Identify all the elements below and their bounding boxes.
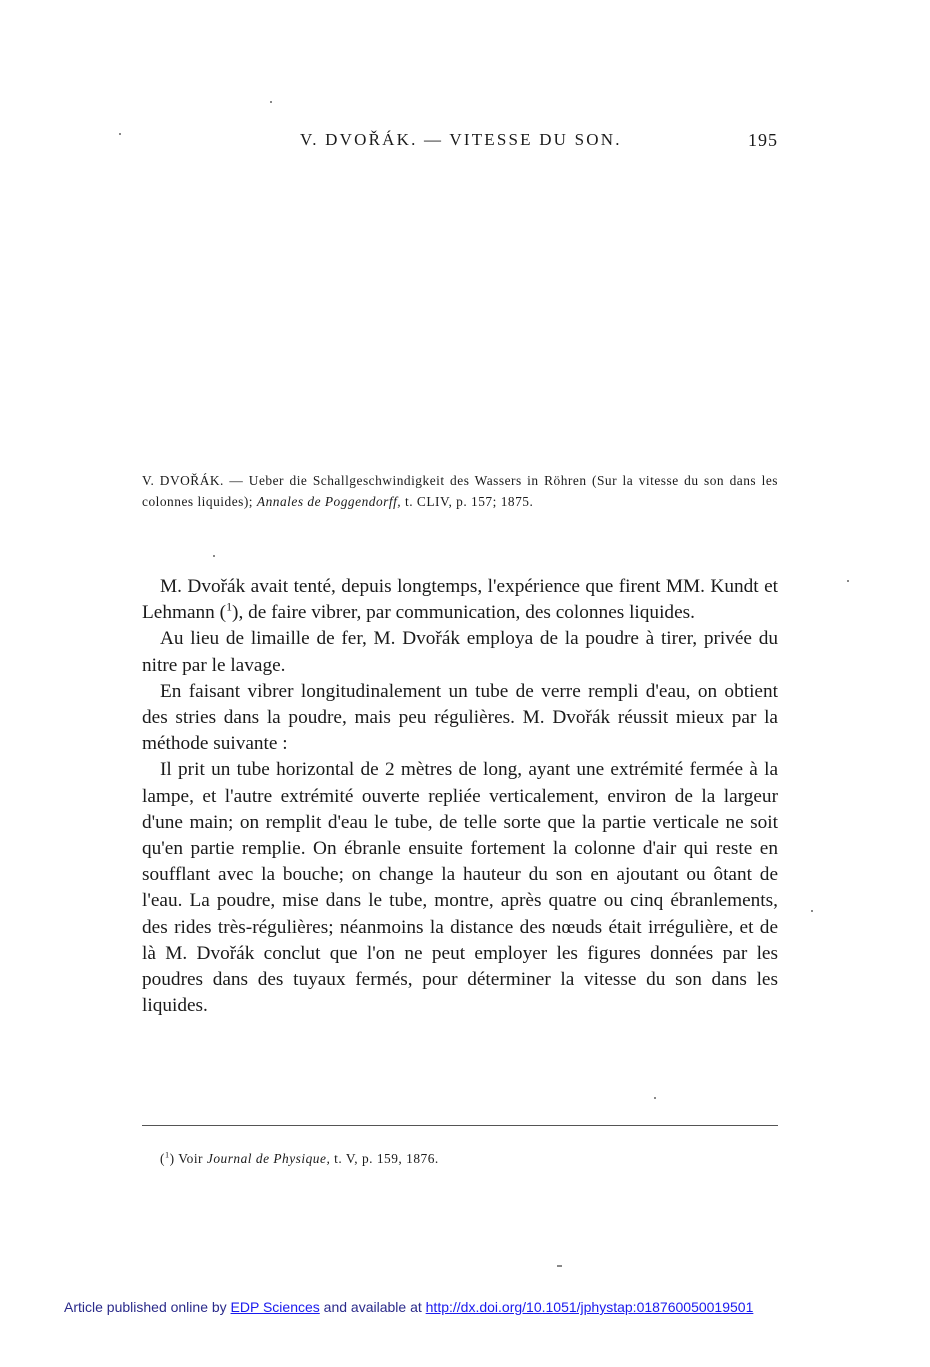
footnote-mark: 1 <box>164 1150 170 1160</box>
running-head <box>0 130 930 154</box>
reference-year: 1875. <box>496 494 534 509</box>
paragraph-text: ), de faire vibrer, par communication, des colonnes liquides. <box>232 602 695 624</box>
stray-mark <box>654 1097 656 1099</box>
footnote-journal: Journal de Physique, <box>206 1151 331 1166</box>
paragraph: Il prit un tube horizontal de 2 mètres de long, ayant une extrémité fermée à la lampe, et l'autre extrémité ouverte repliée verticalement, environ de la largeur d'une main; on remplit d'eau le tube, de telle sorte que la partie verticale ne soit qu'en partie remplie. On ébranle ensuite fortement la colonne d'air qui reste en soufflant avec la bouche; on change la hauteur du son en ajoutant ou ôtant de l'eau. La poudre, mise dans le tube, montre, après quatre ou cinq ébranlements, des rides très-régulières; néanmoins la distance des nœuds était irrégulière, et de là M. Dvořák conclut que l'on ne peut employer les figures données par les poudres dans des tuyaux fermés, pour déterminer la vitesse du son dans les liquides. <box>142 759 778 1017</box>
paragraph <box>142 574 778 626</box>
footnote-divider <box>142 1125 778 1126</box>
stray-mark <box>119 133 121 135</box>
publisher-credit <box>64 1299 753 1315</box>
footnote: ($^1$) Voir Journal de Physique, t. V, p. 159, 1876. <box>160 1150 439 1166</box>
credit-middle: and available at <box>319 1299 426 1315</box>
reference-volume-pages: t. CLIV, p. 157; <box>401 494 497 509</box>
article-body <box>142 574 778 1019</box>
paragraph: En faisant vibrer longitudinalement un tube de verre rempli d'eau, on obtient des stries dans la poudre, mais peu régulières. M. Dvořák réussit mieux par la méthode suivante : <box>142 680 778 755</box>
reference-separator: — <box>223 473 249 488</box>
footnote-lead: Voir <box>174 1151 207 1166</box>
running-title: V. DVOŘÁK. — VITESSE DU SON. <box>300 130 622 149</box>
page-number: 195 <box>748 130 778 150</box>
stray-mark <box>270 101 272 103</box>
reference-author: V. DVOŘÁK. <box>142 473 224 488</box>
doi-link[interactable]: http://dx.doi.org/10.1051/jphystap:018760050019501 <box>425 1299 754 1315</box>
stray-mark <box>847 580 849 582</box>
stray-mark <box>213 555 215 557</box>
reference-title: Ueber die Schallgeschwindigkeit des Wassers in Röhren (Sur la vitesse du son dans les colonnes liquides); <box>142 473 778 509</box>
paragraph-text: M. Dvořák avait tenté, depuis longtemps, l'expérience que firent MM. Kundt et Lehmann ( <box>142 576 778 624</box>
reference-journal: Annales de Poggendorff, <box>256 494 402 509</box>
stray-mark <box>557 1265 562 1267</box>
bibliographic-reference <box>142 470 778 512</box>
footnote-reference: 1 <box>226 599 233 614</box>
stray-mark <box>811 910 813 912</box>
credit-prefix: Article published online by <box>64 1299 231 1315</box>
publisher-link[interactable]: EDP Sciences <box>230 1299 320 1315</box>
footnote-rest: t. V, p. 159, 1876. <box>330 1151 439 1166</box>
paragraph: Au lieu de limaille de fer, M. Dvořák employa de la poudre à tirer, privée du nitre par le lavage. <box>142 628 778 676</box>
